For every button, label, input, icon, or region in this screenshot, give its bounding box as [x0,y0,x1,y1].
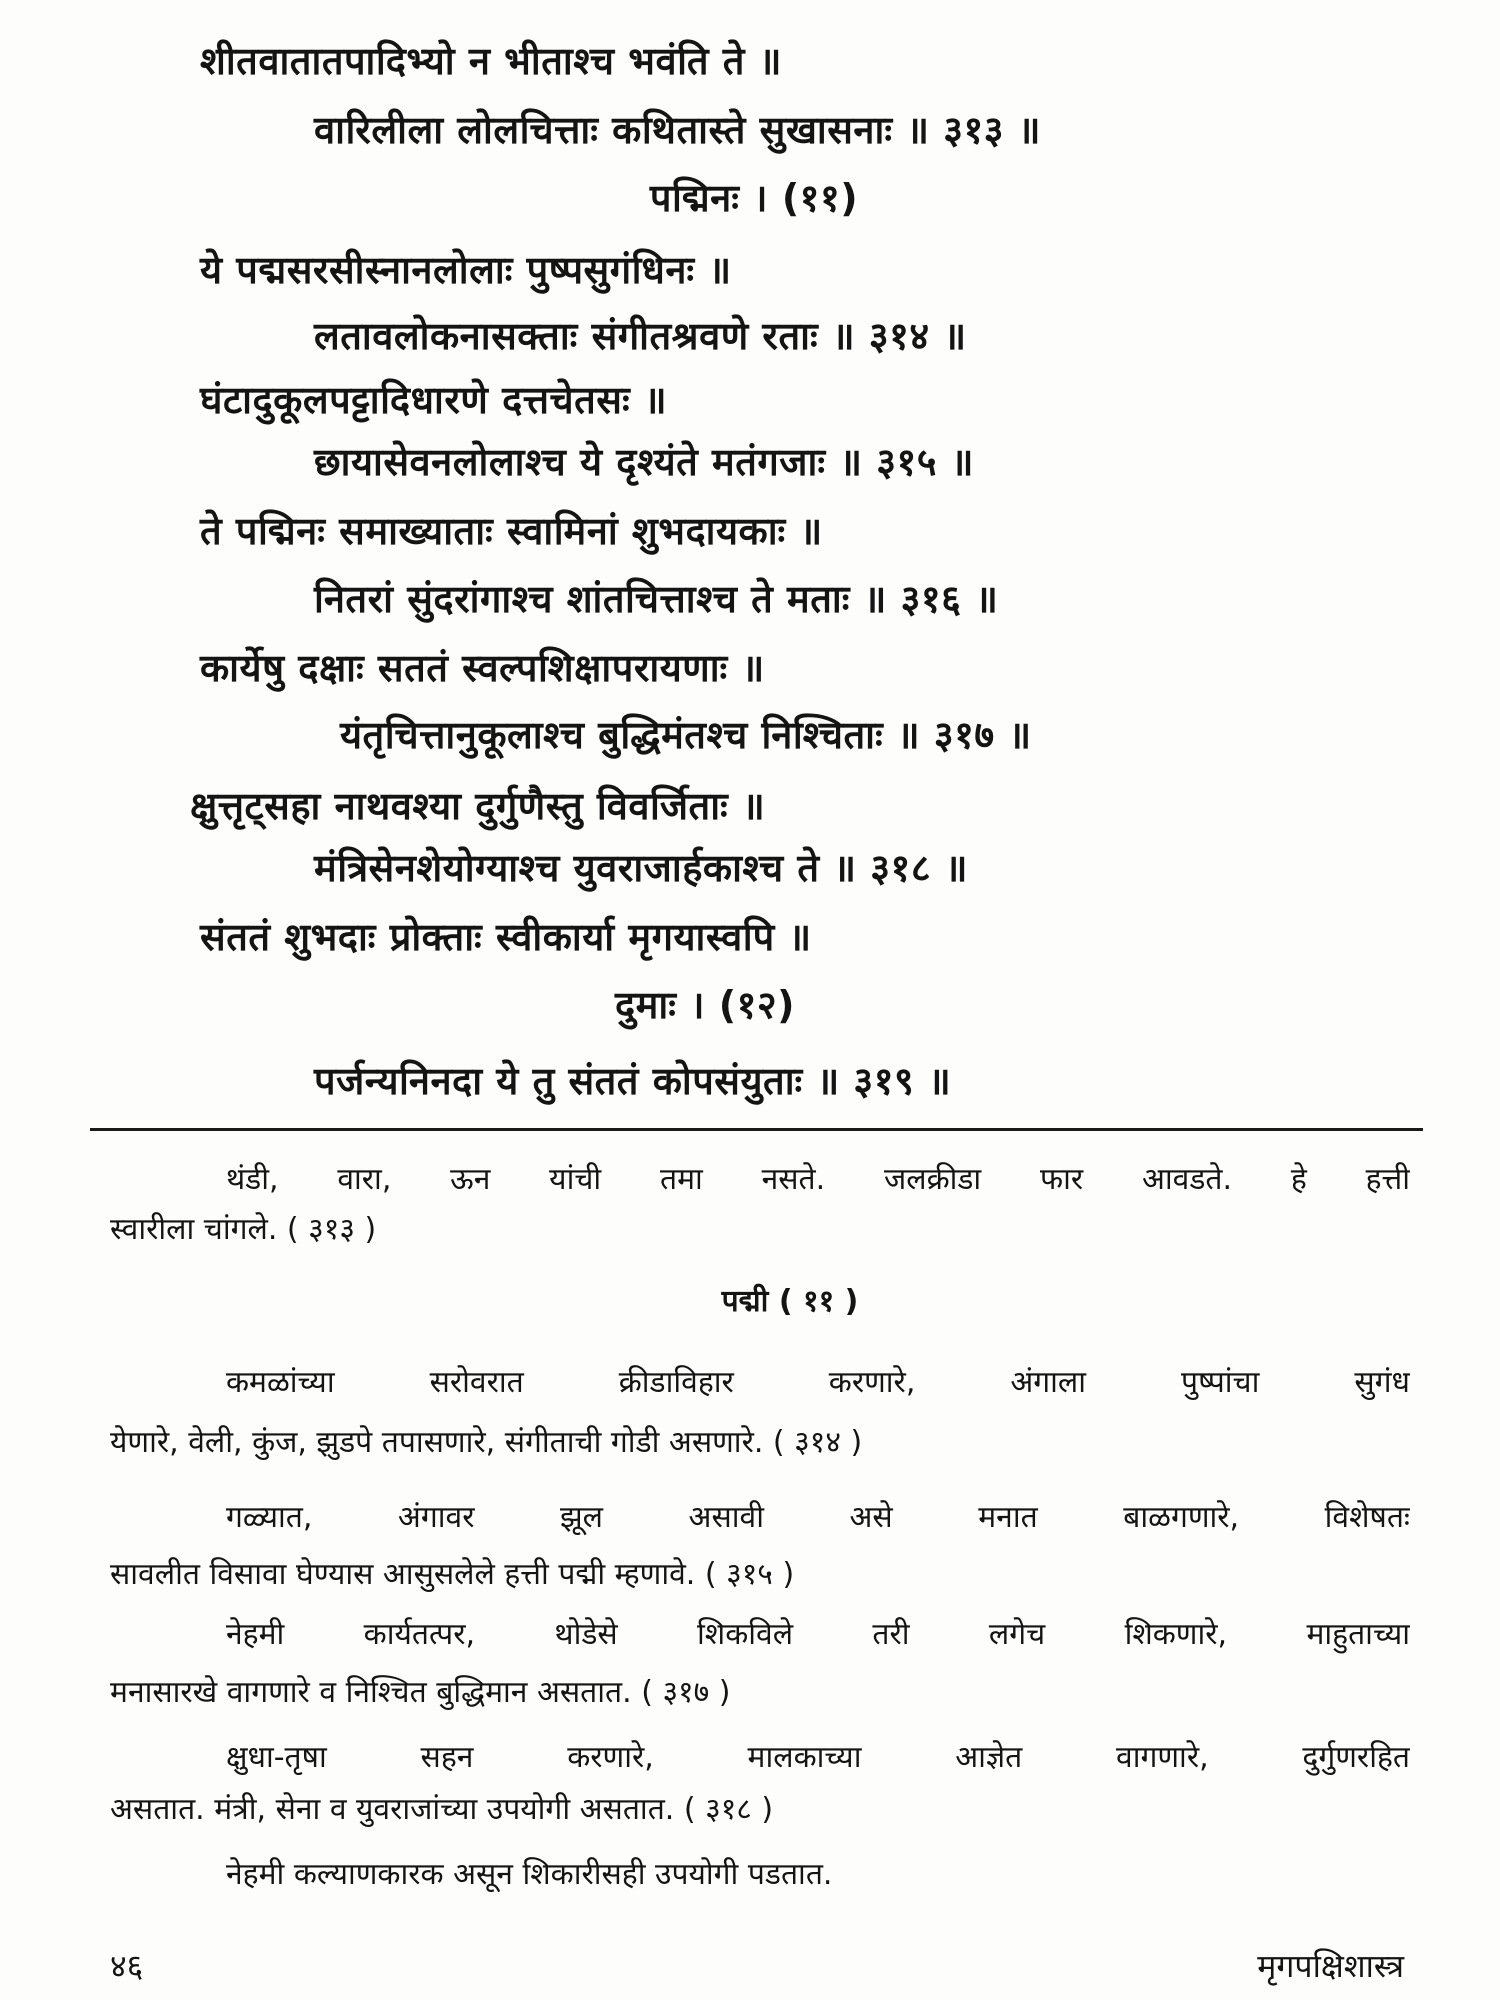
verse-line: नितरां सुंदरांगाश्च शांतचित्ताश्च ते मताः ॥ ३१६ ॥ [314,577,999,621]
commentary-line: कमळांच्या सरोवरात क्रीडाविहार करणारे, अंगाला पुष्पांचा सुगंध [226,1365,1410,1400]
page-number: ४६ [110,1947,144,1985]
verse-line: यंतृचित्तानुकूलाश्च बुद्धिमंतश्च निश्चिताः ॥ ३१७ ॥ [340,713,1032,757]
verse-line: घंटादुकूलपट्टादिधारणे दत्तचेतसः ॥ [200,378,668,422]
verse-line: मंत्रिसेनशेयोग्याश्च युवराजार्हकाश्च ते ॥ ३१८ ॥ [314,846,969,890]
commentary-line: येणारे, वेली, कुंज, झुडपे तपासणारे, संगीताची गोडी असणारे. ( ३१४ ) [110,1425,863,1460]
commentary-line: मनासारखे वागणारे व निश्चित बुद्धिमान असतात. ( ३१७ ) [110,1675,731,1710]
commentary-line: असतात. मंत्री, सेना व युवराजांच्या उपयोगी असतात. ( ३१८ ) [110,1792,774,1827]
commentary-line: स्वारीला चांगले. ( ३१३ ) [110,1212,377,1247]
verse-line: ते पद्मिनः समाख्याताः स्वामिनां शुभदायकाः ॥ [200,509,823,553]
verse-line: वारिलीला लोलचित्ताः कथितास्ते सुखासनाः ॥ ३१३ ॥ [314,108,1042,152]
commentary-heading: पद्मी ( ११ ) [721,1284,859,1319]
section-divider [90,1128,1423,1131]
verse-line: क्षुत्तृट्सहा नाथवश्या दुर्गुणैस्तु विवर्जिताः ॥ [190,784,766,828]
verse-line: छायासेवनलोलाश्च ये दृश्यंते मतंगजाः ॥ ३१५ ॥ [314,440,975,484]
commentary-line: क्षुधा-तृषा सहन करणारे, मालकाच्या आज्ञेत वागणारे, दुर्गुणरहित [226,1740,1410,1775]
running-title: मृगपक्षिशास्त्र [1257,1947,1404,1985]
verse-line: कार्येषु दक्षाः सततं स्वल्पशिक्षापरायणाः ॥ [200,646,765,690]
verse-section-heading: दुमाः । (१२) [614,983,796,1027]
verse-line: पर्जन्यनिनदा ये तु संततं कोपसंयुताः ॥ ३१९ ॥ [314,1059,952,1103]
commentary-line: सावलीत विसावा घेण्यास आसुसलेले हत्ती पद्मी म्हणावे. ( ३१५ ) [110,1557,795,1592]
verse-line: ये पद्मसरसीस्नानलोलाः पुष्पसुगंधिनः ॥ [200,248,732,292]
commentary-line: गळ्यात, अंगावर झूल असावी असे मनात बाळगणारे, विशेषतः [226,1500,1410,1535]
commentary-line: थंडी, वारा, ऊन यांची तमा नसते. जलक्रीडा फार आवडते. हे हत्ती [226,1162,1410,1197]
commentary-line: नेहमी कार्यतत्पर, थोडेसे शिकविले तरी लगेच शिकणारे, माहुताच्या [226,1617,1410,1652]
verse-section-heading: पद्मिनः । (११) [649,176,859,220]
commentary-line: नेहमी कल्याणकारक असून शिकारीसही उपयोगी पडतात. [226,1857,833,1892]
verse-line: संततं शुभदाः प्रोक्ताः स्वीकार्या मृगयास्वपि ॥ [200,915,812,959]
verse-line: लतावलोकनासक्ताः संगीतश्रवणे रताः ॥ ३१४ ॥ [314,314,967,358]
verse-line: शीतवातातपादिभ्यो न भीताश्च भवंति ते ॥ [200,39,782,83]
